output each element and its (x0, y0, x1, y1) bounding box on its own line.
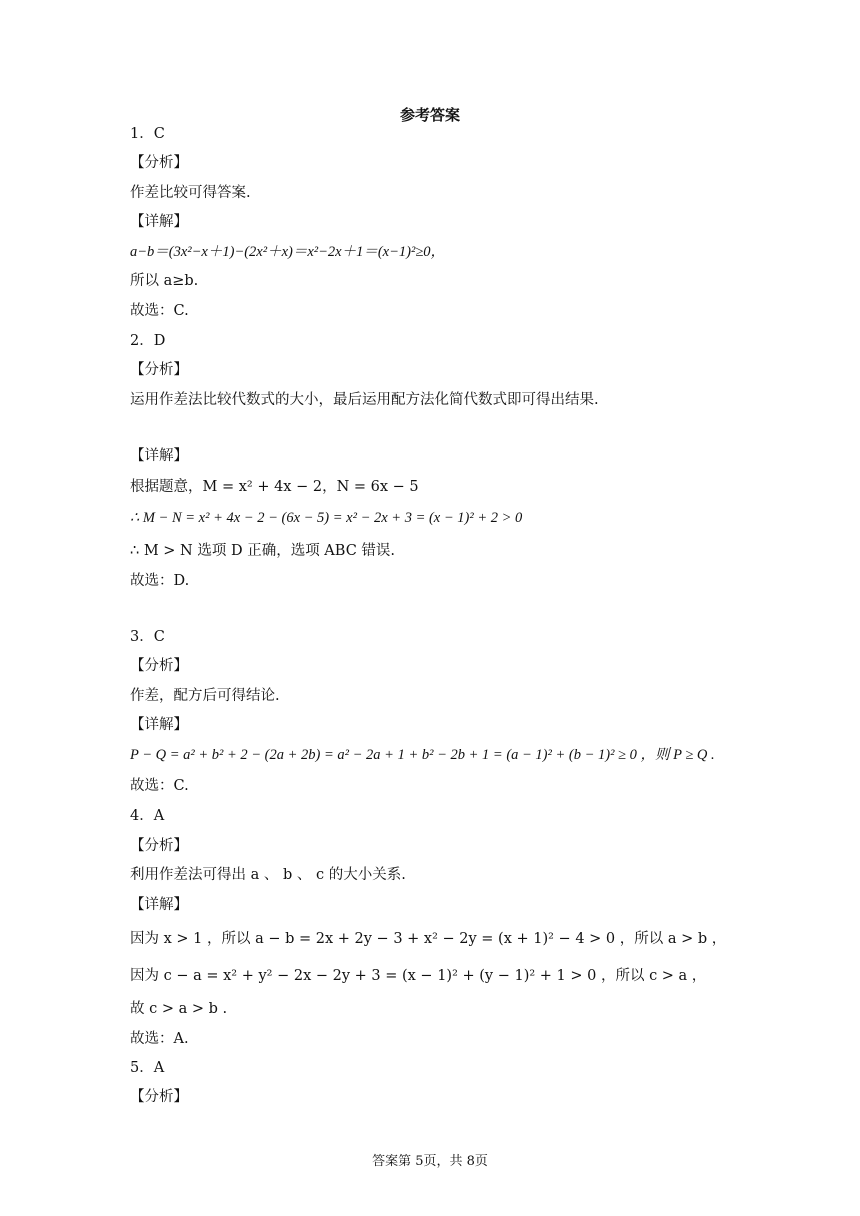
answer-number: 5．A (130, 1060, 165, 1076)
answer-choice: 故选：A. (130, 1031, 189, 1047)
answer-choice: 故选：C. (130, 303, 189, 319)
answer-number: 1．C (130, 126, 165, 142)
answer-number: 4．A (130, 808, 165, 824)
equation-line: 因为 x > 1 ，所以 a − b = 2x + 2y − 3 + x² − 2y = (x + 1)² − 4 > 0 ，所以 a > b ， (130, 931, 727, 947)
section-heading: 【详解】 (130, 448, 188, 464)
answer-choice: 故选：D. (130, 573, 190, 589)
section-heading: 【分析】 (130, 155, 188, 171)
detail-text: 所以 a≥b. (130, 273, 199, 289)
answer-number: 3．C (130, 629, 165, 645)
analysis-text: 运用作差法比较代数式的大小，最后运用配方法化简代数式即可得出结果. (130, 392, 599, 408)
section-heading: 【分析】 (130, 658, 188, 674)
analysis-text: 利用作差法可得出 a 、 b 、 c 的大小关系. (130, 867, 406, 883)
page-title: 参考答案 (399, 106, 460, 124)
section-heading: 【详解】 (130, 214, 188, 230)
equation-line: ∴ M − N = x² + 4x − 2 − (6x − 5) = x² − 2x + 3 = (x − 1)² + 2 > 0 (130, 510, 523, 526)
page-footer: 答案第 5页，共 8页 (372, 1154, 488, 1169)
answer-number: 2．D (130, 333, 166, 349)
equation-line: 根据题意，M = x² + 4x − 2，N = 6x − 5 (130, 479, 419, 495)
section-heading: 【分析】 (130, 362, 188, 378)
analysis-text: 作差，配方后可得结论. (130, 688, 280, 704)
section-heading: 【详解】 (130, 717, 188, 733)
detail-text: ∴ M > N 选项 D 正确，选项 ABC 错误. (130, 543, 396, 559)
detail-text: 故 c > a > b . (130, 1001, 228, 1017)
equation-line: 因为 c − a = x² + y² − 2x − 2y + 3 = (x − 1)² + (y − 1)² + 1 > 0 ，所以 c > a ， (130, 968, 707, 984)
analysis-text: 作差比较可得答案. (130, 185, 251, 201)
section-heading: 【详解】 (130, 897, 188, 913)
section-heading: 【分析】 (130, 838, 188, 854)
equation-line: a−b＝(3x²−x＋1)−(2x²＋x)＝x²−2x＋1＝(x−1)²≥0， (130, 244, 446, 260)
section-heading: 【分析】 (130, 1089, 188, 1105)
equation-line: P − Q = a² + b² + 2 − (2a + 2b) = a² − 2a + 1 + b² − 2b + 1 = (a − 1)² + (b − 1)² ≥ 0 ，则 P ≥ Q . (130, 747, 715, 763)
answer-choice: 故选：C. (130, 778, 189, 794)
